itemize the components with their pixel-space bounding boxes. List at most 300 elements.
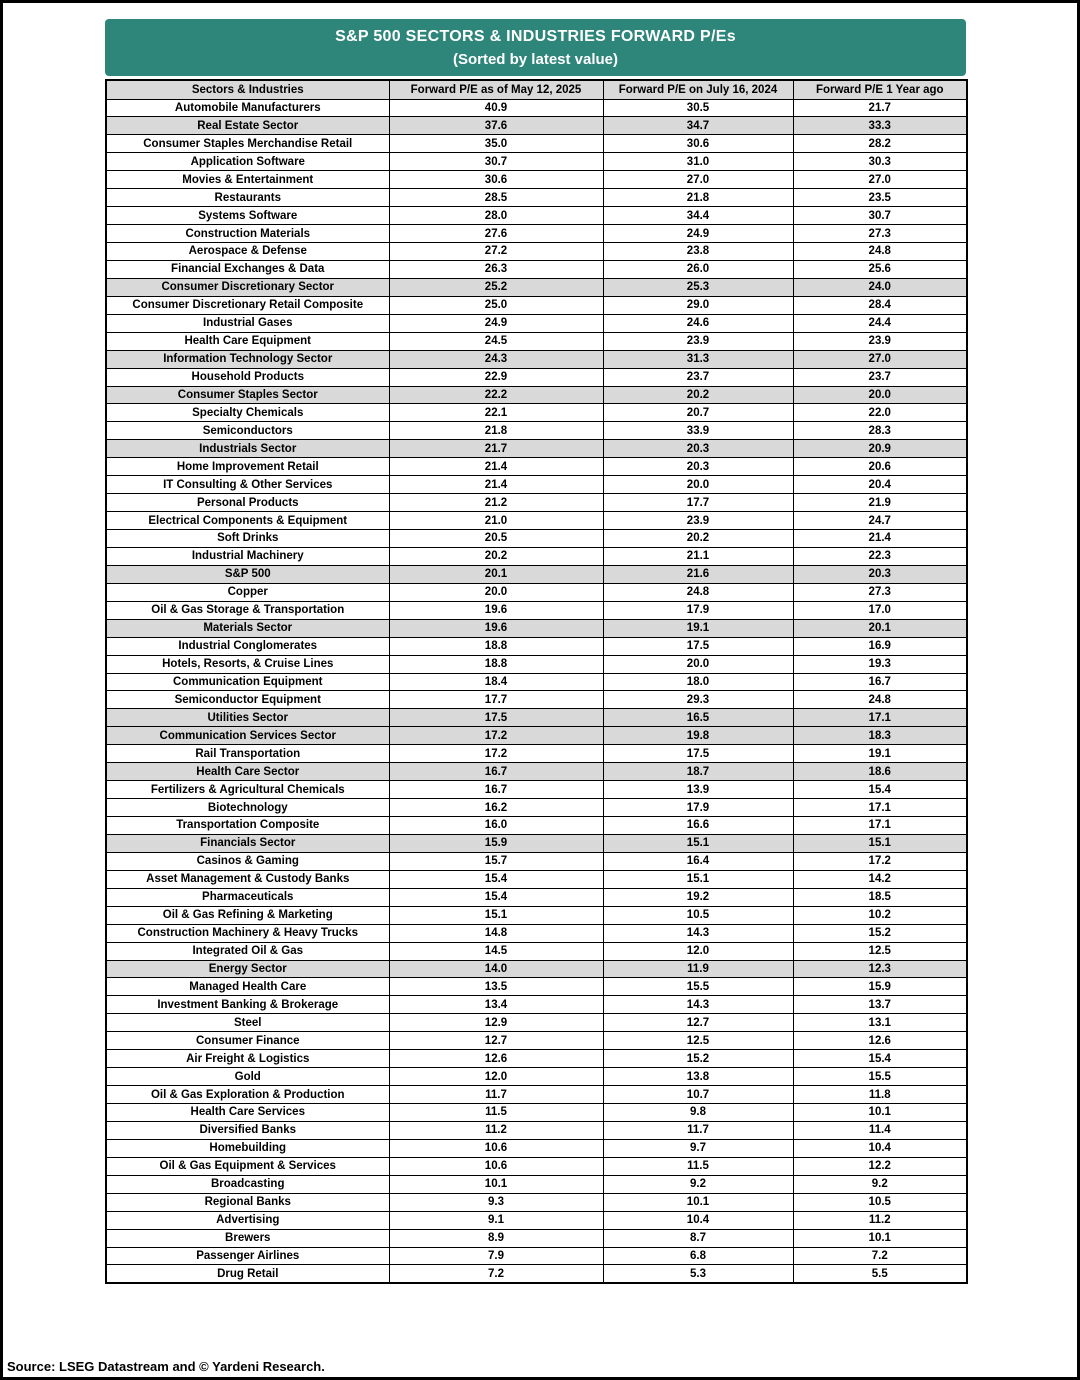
pe-value-cell: 20.3 [603, 440, 793, 458]
pe-value-cell: 20.1 [793, 619, 967, 637]
sector-name-cell: Diversified Banks [106, 1121, 389, 1139]
pe-value-cell: 13.7 [793, 996, 967, 1014]
pe-value-cell: 21.4 [793, 530, 967, 548]
pe-value-cell: 21.0 [389, 512, 603, 530]
pe-value-cell: 21.6 [603, 565, 793, 583]
table-row [106, 99, 967, 117]
pe-value-cell: 28.3 [793, 422, 967, 440]
pe-value-cell: 12.7 [603, 1014, 793, 1032]
sector-name-cell: Movies & Entertainment [106, 171, 389, 189]
table-title-banner [105, 19, 966, 76]
pe-value-cell: 7.2 [389, 1265, 603, 1283]
table-row [106, 996, 967, 1014]
pe-value-cell: 18.8 [389, 655, 603, 673]
pe-value-cell: 12.6 [389, 1050, 603, 1068]
pe-value-cell: 18.8 [389, 637, 603, 655]
sector-name-cell: Household Products [106, 368, 389, 386]
pe-value-cell: 13.8 [603, 1068, 793, 1086]
pe-value-cell: 15.2 [793, 924, 967, 942]
pe-value-cell: 30.6 [603, 135, 793, 153]
source-note: Source: LSEG Datastream and © Yardeni Research. [7, 1359, 325, 1374]
table-header-row [106, 80, 967, 99]
sector-name-cell: Pharmaceuticals [106, 888, 389, 906]
sector-name-cell: Transportation Composite [106, 817, 389, 835]
pe-value-cell: 20.2 [603, 386, 793, 404]
sector-name-cell: Automobile Manufacturers [106, 99, 389, 117]
pe-value-cell: 35.0 [389, 135, 603, 153]
pe-value-cell: 24.0 [793, 278, 967, 296]
table-row [106, 978, 967, 996]
pe-value-cell: 27.0 [793, 171, 967, 189]
pe-value-cell: 5.5 [793, 1265, 967, 1283]
pe-value-cell: 11.5 [389, 1104, 603, 1122]
sector-name-cell: Drug Retail [106, 1265, 389, 1283]
pe-value-cell: 17.5 [603, 637, 793, 655]
pe-value-cell: 11.8 [793, 1086, 967, 1104]
table-row [106, 637, 967, 655]
table-row [106, 207, 967, 225]
table-row [106, 745, 967, 763]
pe-value-cell: 14.0 [389, 960, 603, 978]
table-body [106, 99, 967, 1283]
pe-value-cell: 24.7 [793, 512, 967, 530]
pe-value-cell: 27.3 [793, 583, 967, 601]
pe-value-cell: 8.7 [603, 1229, 793, 1247]
sector-name-cell: Electrical Components & Equipment [106, 512, 389, 530]
pe-value-cell: 23.8 [603, 243, 793, 261]
table-row [106, 476, 967, 494]
pe-value-cell: 27.2 [389, 243, 603, 261]
pe-value-cell: 8.9 [389, 1229, 603, 1247]
table-row [106, 243, 967, 261]
table-row [106, 314, 967, 332]
table-row [106, 1193, 967, 1211]
table-row [106, 1157, 967, 1175]
pe-value-cell: 23.9 [603, 332, 793, 350]
table-row [106, 1032, 967, 1050]
pe-value-cell: 21.2 [389, 494, 603, 512]
pe-value-cell: 12.7 [389, 1032, 603, 1050]
pe-value-cell: 20.3 [603, 458, 793, 476]
sector-name-cell: Passenger Airlines [106, 1247, 389, 1265]
table-row [106, 1139, 967, 1157]
sector-name-cell: Integrated Oil & Gas [106, 942, 389, 960]
table-row [106, 1211, 967, 1229]
pe-value-cell: 21.9 [793, 494, 967, 512]
pe-value-cell: 22.1 [389, 404, 603, 422]
pe-value-cell: 10.7 [603, 1086, 793, 1104]
sector-name-cell: Consumer Finance [106, 1032, 389, 1050]
pe-value-cell: 9.3 [389, 1193, 603, 1211]
sector-name-cell: S&P 500 [106, 565, 389, 583]
pe-value-cell: 7.9 [389, 1247, 603, 1265]
pe-value-cell: 25.2 [389, 278, 603, 296]
sector-name-cell: Consumer Discretionary Sector [106, 278, 389, 296]
pe-value-cell: 30.5 [603, 99, 793, 117]
sector-name-cell: Managed Health Care [106, 978, 389, 996]
pe-value-cell: 11.7 [603, 1121, 793, 1139]
pe-value-cell: 23.9 [603, 512, 793, 530]
pe-value-cell: 24.9 [389, 314, 603, 332]
sector-name-cell: Brewers [106, 1229, 389, 1247]
pe-value-cell: 30.7 [389, 153, 603, 171]
pe-value-cell: 15.1 [603, 870, 793, 888]
pe-value-cell: 15.5 [603, 978, 793, 996]
pe-value-cell: 21.4 [389, 458, 603, 476]
pe-value-cell: 11.9 [603, 960, 793, 978]
pe-value-cell: 27.0 [793, 350, 967, 368]
table-row [106, 1014, 967, 1032]
sector-name-cell: Specialty Chemicals [106, 404, 389, 422]
pe-value-cell: 17.5 [603, 745, 793, 763]
sector-name-cell: Construction Machinery & Heavy Trucks [106, 924, 389, 942]
sector-name-cell: Energy Sector [106, 960, 389, 978]
pe-value-cell: 16.0 [389, 817, 603, 835]
pe-value-cell: 28.4 [793, 296, 967, 314]
pe-value-cell: 23.7 [603, 368, 793, 386]
sector-name-cell: Health Care Services [106, 1104, 389, 1122]
pe-value-cell: 18.4 [389, 673, 603, 691]
pe-value-cell: 15.7 [389, 852, 603, 870]
pe-value-cell: 13.5 [389, 978, 603, 996]
pe-value-cell: 20.6 [793, 458, 967, 476]
pe-value-cell: 17.9 [603, 601, 793, 619]
table-row [106, 673, 967, 691]
pe-value-cell: 21.7 [389, 440, 603, 458]
pe-value-cell: 19.1 [603, 619, 793, 637]
pe-value-cell: 18.3 [793, 727, 967, 745]
table-row [106, 1050, 967, 1068]
table-row [106, 1068, 967, 1086]
sector-name-cell: Air Freight & Logistics [106, 1050, 389, 1068]
sector-name-cell: Health Care Equipment [106, 332, 389, 350]
sector-name-cell: Home Improvement Retail [106, 458, 389, 476]
pe-value-cell: 9.7 [603, 1139, 793, 1157]
pe-value-cell: 33.3 [793, 117, 967, 135]
pe-value-cell: 20.9 [793, 440, 967, 458]
sector-name-cell: Biotechnology [106, 799, 389, 817]
table-row [106, 278, 967, 296]
page-subtitle: (Sorted by latest value) [452, 50, 619, 68]
sector-name-cell: Oil & Gas Exploration & Production [106, 1086, 389, 1104]
sector-name-cell: Broadcasting [106, 1175, 389, 1193]
pe-value-cell: 27.6 [389, 225, 603, 243]
pe-value-cell: 31.3 [603, 350, 793, 368]
pe-value-cell: 21.7 [793, 99, 967, 117]
sector-name-cell: Regional Banks [106, 1193, 389, 1211]
pe-value-cell: 14.3 [603, 924, 793, 942]
pe-value-cell: 24.5 [389, 332, 603, 350]
pe-value-cell: 27.0 [603, 171, 793, 189]
pe-value-cell: 24.4 [793, 314, 967, 332]
pe-value-cell: 17.2 [793, 852, 967, 870]
sector-name-cell: IT Consulting & Other Services [106, 476, 389, 494]
pe-value-cell: 25.0 [389, 296, 603, 314]
pe-value-cell: 24.6 [603, 314, 793, 332]
table-row [106, 440, 967, 458]
pe-value-cell: 11.7 [389, 1086, 603, 1104]
sector-name-cell: Construction Materials [106, 225, 389, 243]
sector-name-cell: Consumer Staples Merchandise Retail [106, 135, 389, 153]
pe-value-cell: 23.9 [793, 332, 967, 350]
table-row [106, 494, 967, 512]
pe-value-cell: 21.8 [389, 422, 603, 440]
pe-value-cell: 24.8 [603, 583, 793, 601]
pe-value-cell: 20.7 [603, 404, 793, 422]
pe-value-cell: 24.9 [603, 225, 793, 243]
pe-value-cell: 15.4 [793, 1050, 967, 1068]
pe-value-cell: 13.9 [603, 781, 793, 799]
table-row [106, 565, 967, 583]
sector-name-cell: Rail Transportation [106, 745, 389, 763]
pe-value-cell: 31.0 [603, 153, 793, 171]
pe-value-cell: 22.0 [793, 404, 967, 422]
pe-value-cell: 19.8 [603, 727, 793, 745]
pe-value-cell: 15.1 [389, 906, 603, 924]
pe-value-cell: 11.5 [603, 1157, 793, 1175]
table-row [106, 368, 967, 386]
sector-name-cell: Investment Banking & Brokerage [106, 996, 389, 1014]
pe-value-cell: 10.4 [793, 1139, 967, 1157]
pe-value-cell: 9.2 [603, 1175, 793, 1193]
pe-value-cell: 20.4 [793, 476, 967, 494]
pe-value-cell: 12.3 [793, 960, 967, 978]
pe-value-cell: 15.1 [793, 834, 967, 852]
table-row [106, 852, 967, 870]
table-row [106, 225, 967, 243]
pe-value-cell: 6.8 [603, 1247, 793, 1265]
pe-value-cell: 22.9 [389, 368, 603, 386]
pe-value-cell: 25.3 [603, 278, 793, 296]
pe-value-cell: 10.5 [793, 1193, 967, 1211]
table-row [106, 422, 967, 440]
pe-value-cell: 13.1 [793, 1014, 967, 1032]
table-row [106, 153, 967, 171]
pe-value-cell: 12.6 [793, 1032, 967, 1050]
table-row [106, 1229, 967, 1247]
pe-value-cell: 24.8 [793, 243, 967, 261]
sector-name-cell: Industrials Sector [106, 440, 389, 458]
pe-value-cell: 17.0 [793, 601, 967, 619]
pe-value-cell: 17.5 [389, 709, 603, 727]
pe-value-cell: 34.7 [603, 117, 793, 135]
pe-value-cell: 29.3 [603, 691, 793, 709]
pe-value-cell: 10.1 [793, 1229, 967, 1247]
pe-value-cell: 20.0 [793, 386, 967, 404]
sector-name-cell: Information Technology Sector [106, 350, 389, 368]
table-row [106, 709, 967, 727]
pe-value-cell: 18.5 [793, 888, 967, 906]
table-row [106, 350, 967, 368]
table-row [106, 386, 967, 404]
pe-value-cell: 19.3 [793, 655, 967, 673]
sector-name-cell: Restaurants [106, 189, 389, 207]
pe-value-cell: 5.3 [603, 1265, 793, 1283]
sector-name-cell: Steel [106, 1014, 389, 1032]
sector-name-cell: Oil & Gas Equipment & Services [106, 1157, 389, 1175]
pe-value-cell: 10.1 [793, 1104, 967, 1122]
pe-value-cell: 28.5 [389, 189, 603, 207]
table-row [106, 1104, 967, 1122]
table-row [106, 117, 967, 135]
pe-value-cell: 34.4 [603, 207, 793, 225]
table-row [106, 942, 967, 960]
pe-value-cell: 10.2 [793, 906, 967, 924]
pe-value-cell: 20.0 [603, 655, 793, 673]
table-row [106, 512, 967, 530]
table-row [106, 906, 967, 924]
sector-name-cell: Advertising [106, 1211, 389, 1229]
pe-value-cell: 10.1 [603, 1193, 793, 1211]
table-row [106, 888, 967, 906]
pe-value-cell: 19.6 [389, 601, 603, 619]
pe-value-cell: 30.6 [389, 171, 603, 189]
pe-value-cell: 15.1 [603, 834, 793, 852]
pe-value-cell: 10.1 [389, 1175, 603, 1193]
pe-value-cell: 23.5 [793, 189, 967, 207]
pe-value-cell: 19.6 [389, 619, 603, 637]
pe-value-cell: 17.1 [793, 709, 967, 727]
sector-name-cell: Systems Software [106, 207, 389, 225]
pe-value-cell: 20.0 [389, 583, 603, 601]
pe-value-cell: 16.5 [603, 709, 793, 727]
sector-name-cell: Fertilizers & Agricultural Chemicals [106, 781, 389, 799]
table-row [106, 1175, 967, 1193]
pe-value-cell: 24.3 [389, 350, 603, 368]
pe-value-cell: 15.4 [389, 870, 603, 888]
table-row [106, 870, 967, 888]
table-row [106, 781, 967, 799]
table-row [106, 171, 967, 189]
sector-name-cell: Gold [106, 1068, 389, 1086]
pe-value-cell: 20.5 [389, 530, 603, 548]
pe-value-cell: 20.3 [793, 565, 967, 583]
sector-name-cell: Industrial Conglomerates [106, 637, 389, 655]
pe-value-cell: 11.2 [793, 1211, 967, 1229]
sector-name-cell: Materials Sector [106, 619, 389, 637]
sector-name-cell: Industrial Gases [106, 314, 389, 332]
pe-value-cell: 18.7 [603, 763, 793, 781]
pe-value-cell: 28.2 [793, 135, 967, 153]
pe-value-cell: 18.6 [793, 763, 967, 781]
pe-value-cell: 28.0 [389, 207, 603, 225]
pe-value-cell: 9.8 [603, 1104, 793, 1122]
pe-value-cell: 22.3 [793, 547, 967, 565]
sector-name-cell: Copper [106, 583, 389, 601]
pe-value-cell: 10.5 [603, 906, 793, 924]
pe-value-cell: 24.8 [793, 691, 967, 709]
pe-value-cell: 27.3 [793, 225, 967, 243]
pe-value-cell: 37.6 [389, 117, 603, 135]
table-row [106, 296, 967, 314]
pe-value-cell: 19.2 [603, 888, 793, 906]
table-row [106, 404, 967, 422]
pe-value-cell: 16.7 [793, 673, 967, 691]
page-title: S&P 500 SECTORS & INDUSTRIES FORWARD P/Es [335, 27, 736, 45]
table-row [106, 834, 967, 852]
col-header-pe-1-year-ago: Forward P/E 1 Year ago [793, 80, 967, 99]
sector-name-cell: Health Care Sector [106, 763, 389, 781]
pe-value-cell: 19.1 [793, 745, 967, 763]
table-row [106, 691, 967, 709]
pe-value-cell: 23.7 [793, 368, 967, 386]
pe-value-cell: 15.2 [603, 1050, 793, 1068]
pe-value-cell: 26.3 [389, 260, 603, 278]
pe-value-cell: 10.6 [389, 1139, 603, 1157]
pe-value-cell: 16.9 [793, 637, 967, 655]
sector-name-cell: Semiconductor Equipment [106, 691, 389, 709]
pe-value-cell: 20.0 [603, 476, 793, 494]
pe-value-cell: 15.5 [793, 1068, 967, 1086]
table-row [106, 763, 967, 781]
pe-value-cell: 14.3 [603, 996, 793, 1014]
forward-pe-table [105, 79, 968, 1284]
pe-value-cell: 29.0 [603, 296, 793, 314]
table-row [106, 1265, 967, 1283]
col-header-pe-may-2025: Forward P/E as of May 12, 2025 [389, 80, 603, 99]
pe-value-cell: 16.6 [603, 817, 793, 835]
pe-value-cell: 20.2 [389, 547, 603, 565]
pe-value-cell: 21.1 [603, 547, 793, 565]
pe-value-cell: 13.4 [389, 996, 603, 1014]
pe-value-cell: 33.9 [603, 422, 793, 440]
table-row [106, 1121, 967, 1139]
pe-value-cell: 40.9 [389, 99, 603, 117]
pe-value-cell: 21.8 [603, 189, 793, 207]
table-row [106, 332, 967, 350]
pe-value-cell: 20.1 [389, 565, 603, 583]
pe-value-cell: 17.7 [603, 494, 793, 512]
table-row [106, 135, 967, 153]
table-row [106, 260, 967, 278]
pe-value-cell: 30.7 [793, 207, 967, 225]
pe-value-cell: 16.2 [389, 799, 603, 817]
table-row [106, 583, 967, 601]
sector-name-cell: Soft Drinks [106, 530, 389, 548]
col-header-sectors: Sectors & Industries [106, 80, 389, 99]
pe-value-cell: 17.2 [389, 727, 603, 745]
sector-name-cell: Aerospace & Defense [106, 243, 389, 261]
table-row [106, 924, 967, 942]
sector-name-cell: Communication Equipment [106, 673, 389, 691]
table-row [106, 1247, 967, 1265]
pe-value-cell: 17.1 [793, 817, 967, 835]
sector-name-cell: Homebuilding [106, 1139, 389, 1157]
sector-name-cell: Oil & Gas Refining & Marketing [106, 906, 389, 924]
pe-value-cell: 9.2 [793, 1175, 967, 1193]
sector-name-cell: Hotels, Resorts, & Cruise Lines [106, 655, 389, 673]
pe-value-cell: 10.4 [603, 1211, 793, 1229]
pe-value-cell: 17.2 [389, 745, 603, 763]
pe-value-cell: 12.9 [389, 1014, 603, 1032]
table-row [106, 601, 967, 619]
table-row [106, 727, 967, 745]
sector-name-cell: Real Estate Sector [106, 117, 389, 135]
pe-value-cell: 12.5 [793, 942, 967, 960]
pe-value-cell: 18.0 [603, 673, 793, 691]
table-row [106, 799, 967, 817]
sector-name-cell: Oil & Gas Storage & Transportation [106, 601, 389, 619]
pe-value-cell: 17.1 [793, 799, 967, 817]
pe-value-cell: 16.7 [389, 763, 603, 781]
pe-value-cell: 17.7 [389, 691, 603, 709]
sector-name-cell: Consumer Staples Sector [106, 386, 389, 404]
sector-name-cell: Semiconductors [106, 422, 389, 440]
pe-value-cell: 15.9 [389, 834, 603, 852]
pe-value-cell: 20.2 [603, 530, 793, 548]
pe-value-cell: 14.5 [389, 942, 603, 960]
sector-name-cell: Communication Services Sector [106, 727, 389, 745]
